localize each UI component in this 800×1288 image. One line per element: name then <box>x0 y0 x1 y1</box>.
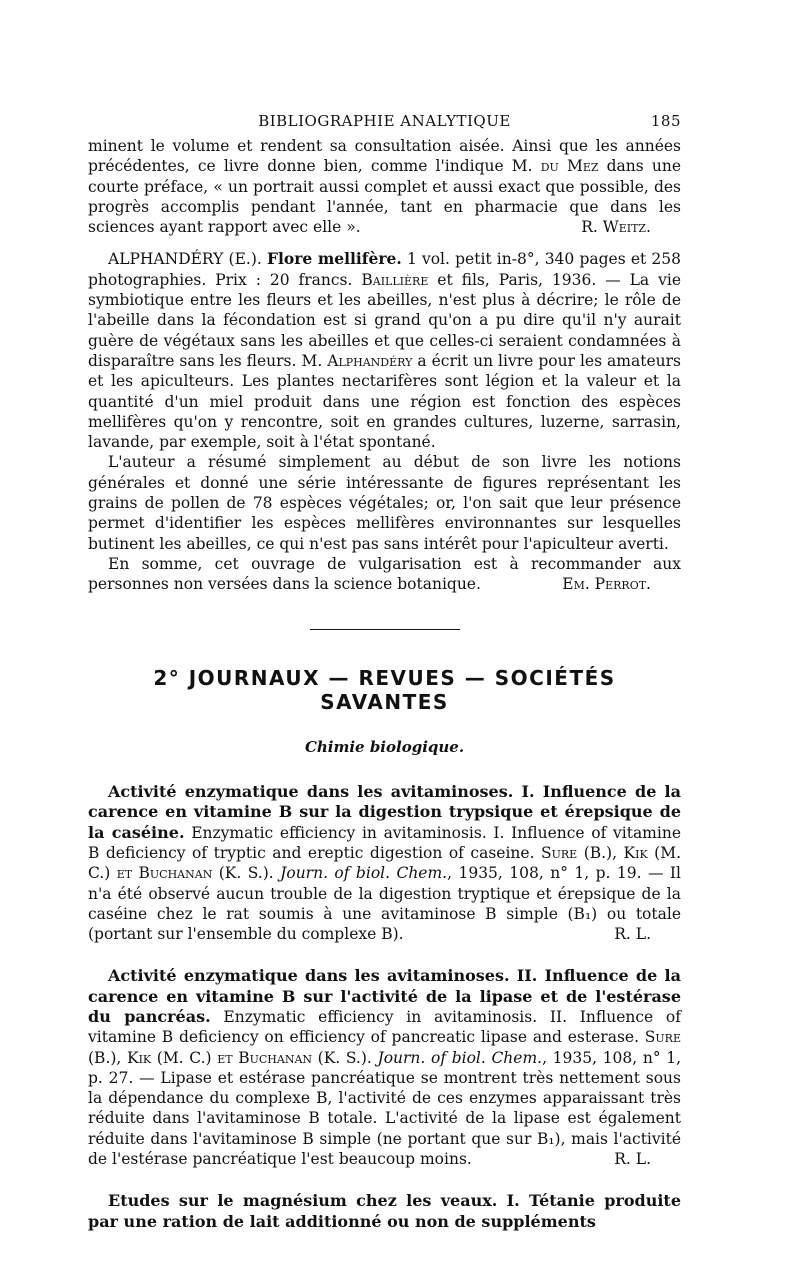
abstract-entry: Activité enzymatique dans les avitaminoses. I. Influence de la carence en vitamine B sur la digestion trypsique et érepsique de la caséine. Enzymatic efficiency in avitaminosis. I. Influence of vitamine B deficiency of tryptic and ereptic digestion of caseine. Sure (B.), Kik (M. C.) et Buchanan (K. S.). Journ. of biol. Chem., 1935, 108, n° 1, p. 19. — Il n'a été observé aucun trouble de la digestion tryptique et érepsique de la caséine chez le rat soumis à une avitaminose B simple (B₁) ou totale (portant sur l'ensemble du complexe B). R. L. <box>88 782 681 944</box>
page <box>88 112 681 1254</box>
review-paragraph: L'auteur a résumé simplement au début de son livre les notions générales et donné une série intéressante de figures représentant les grains de pollen de 78 espèces végétales; or, l'on sait que leur présence permet d'identifier les espèces mellifères environnantes sur lesquelles butinent les abeilles, ce qui n'est pas sans intérêt pour l'apiculteur averti. <box>88 453 681 553</box>
page-number: 185 <box>650 112 681 130</box>
book-review: ALPHANDÉRY (E.). Flore mellifère. 1 vol. petit in-8°, 340 pages et 258 photographies. Prix : 20 francs. Baillière et fils, Paris, 1936. — La vie symbiotique entre les fleurs et les abeilles, n'est plus à décrire; le rôle de l'abeille dans la fécondation est si grand qu'on a pu dire qu'il n'y aurait guère de végétaux sans les abeilles et que celles-ci seraient condamnées à disparaître sans les fleurs. M. Alphandéry a écrit un livre pour les amateurs et les apiculteurs. Les plantes nectarifères sont légion et la valeur et la quantité d'un miel produit dans une région est fonction des espèces mellifères qu'on y rencontre, soit en grandes cultures, luzerne, sarrasin, lavande, par exemple, soit à l'état spontané. <box>88 249 681 452</box>
abstract-entry <box>88 1191 681 1232</box>
signature: R. L. <box>614 1150 651 1169</box>
section-heading: 2° JOURNAUX — REVUES — SOCIÉTÉS SAVANTES <box>153 666 616 715</box>
review-paragraph: En somme, cet ouvrage de vulgarisation est à recommander aux personnes non versées dans la science botanique. Em. Perrot. <box>88 554 681 594</box>
book-title: Flore mellifère. <box>266 249 402 269</box>
signature: Em. Perrot. <box>562 575 651 594</box>
intro-paragraph: minent le volume et rendent sa consultation aisée. Ainsi que les années précédentes, ce livre donne bien, comme l'indique M. du Mez dans une courte préface, « un portrait aussi complet et aussi exact que possible, des progrès accomplis pendant l'année, tant en pharmacie que dans les sciences ayant rapport avec elle ». R. Weitz. <box>88 137 682 237</box>
abstract-title: Etudes sur le magnésium chez les veaux. I. Tétanie produite par une ration de lait additionné ou non de suppléments <box>88 1191 681 1231</box>
abstract-title: Activité enzymatique dans les avitaminoses. II. Influence de la carence en vitamine B sur l'activité de la lipase et de l'estérase du pancréas. <box>88 966 681 1026</box>
review-author: ALPHANDÉRY (E.). <box>108 250 262 269</box>
running-header <box>88 112 681 136</box>
abstract-title: Activité enzymatique dans les avitaminoses. I. Influence de la carence en vitamine B sur la digestion trypsique et érepsique de la caséine. <box>88 782 681 842</box>
section-subheading: Chimie biologique. <box>304 738 465 757</box>
abstract-entry: Activité enzymatique dans les avitaminoses. II. Influence de la carence en vitamine B sur l'activité de la lipase et de l'estérase du pancréas. Enzymatic efficiency in avitaminosis. II. Influence of vitamine B deficiency on efficiency of pancreatic lipase and esterase. Sure (B.), Kik (M. C.) et Buchanan (K. S.). Journ. of biol. Chem., 1935, 108, n° 1, p. 27. — Lipase et estérase pancréatique se montrent très nettement sous la dépendance du complexe B, l'activité de ces enzymes apparaissant très réduite dans l'avitaminose B totale. L'activité de la lipase est également réduite dans l'avitaminose B simple (ne portant que sur B₁), mais l'activité de l'estérase pancréatique l'est beaucoup moins. R. L. <box>88 966 682 1169</box>
signature: R. L. <box>614 925 651 944</box>
signature: R. Weitz. <box>581 218 651 237</box>
running-title: BIBLIOGRAPHIE ANALYTIQUE <box>258 112 511 130</box>
section-divider <box>310 629 460 631</box>
